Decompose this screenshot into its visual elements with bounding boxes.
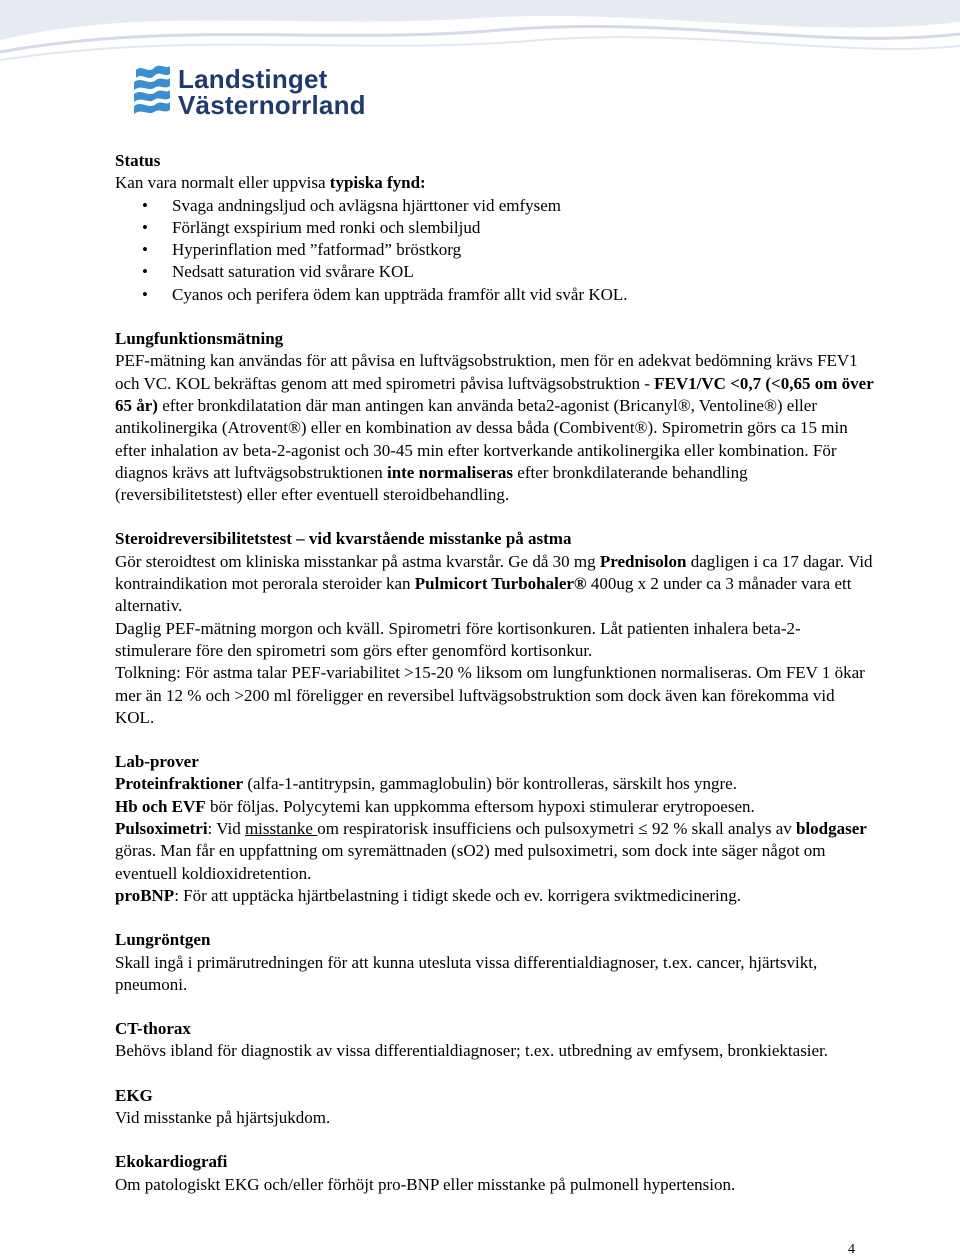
bold-run: Proteinfraktioner [115,774,244,794]
text-run: efter bronkdilatation där man antingen kan använda beta2-agonist (Bricanyl®, Ventoline®) eller antikolinergika (Atrovent®) eller en kombination av dessa båda (Combivent®). Spirometrin görs ca 15 min efter inhalation av beta-2-agonist och 30-45 min efter kortverkande antikolinergika eller kombination. För diagnos krävs att luftvägsobstruktionen [115,395,848,482]
text-run: efter bronkdilaterande behandling (reversibilitetstest) eller efter eventuell steroidbehandling. [115,462,748,505]
text-run: PEF-mätning kan användas för att påvisa en luftvägsobstruktion, men för en adekvat bedömning krävs FEV1 och VC. KOL bekräftas genom att med spirometri påvisa luftvägsobstruktion - [115,351,858,393]
section-ct [115,1018,875,1063]
section-title: CT-thorax [115,1019,191,1039]
section-lungfunktion [115,328,875,506]
list-item: • Förlängt exspirium med ronki och slembiljud [115,217,875,239]
steroid-paragraph-2: Daglig PEF-mätning morgon och kväll. Spirometri före kortisonkuren. Låt patienten inhalera beta-2-stimulerare före den spirometri som görs efter genomförd kortisonkur. [115,618,801,660]
lab-paragraph-3 [115,818,875,885]
text-run: : Vid [207,819,245,839]
page-number: 4 [848,1242,855,1257]
section-title: Lungröntgen [115,930,211,950]
list-item: • Cyanos och perifera ödem kan uppträda framför allt vid svår KOL. [115,284,875,306]
bold-run: inte normaliseras [386,462,514,482]
lab-paragraph-1 [115,773,875,795]
bold-run: Pulsoximetri [115,819,208,839]
logo-line-2: Västernorrland [178,90,366,120]
section-rontgen [115,929,875,996]
logo-wave-icon [132,62,172,120]
text-run: : För att upptäcka hjärtbelastning i tidigt skede och ev. korrigera sviktmedicinering. [174,885,742,905]
section-eko [115,1151,875,1196]
section-title: Lungfunktionsmätning [115,329,284,349]
lab-paragraph-2 [115,796,875,818]
status-intro-text: Kan vara normalt eller uppvisa [115,173,330,193]
section-title: Lab-prover [115,752,199,772]
lungfunktion-paragraph [115,350,875,506]
text-run: göras. Man får en uppfattning om syremättnaden (sO2) med pulsoximetri, som dock inte säger något om eventuell koldioxidretention. [115,841,826,883]
finding-list [115,195,875,306]
bold-run: Hb och EVF [115,796,206,816]
ct-paragraph: Behövs ibland för diagnostik av vissa differentialdiagnoser; t.ex. utbredning av emfysem, bronkiektasier. [115,1041,829,1061]
document-body [115,150,875,1196]
section-title: Steroidreversibilitetstest – vid kvarstående misstanke på astma [115,529,572,549]
ekg-paragraph: Vid misstanke på hjärtsjukdom. [115,1107,331,1127]
list-item: • Svaga andningsljud och avlägsna hjärttoner vid emfysem [115,195,875,217]
bold-run: proBNP [115,885,175,905]
list-item: • Hyperinflation med ”fatformad” bröstkorg [115,239,875,261]
steroid-paragraph-1 [115,551,875,618]
text-run: Gör steroidtest om kliniska misstankar på astma kvarstår. Ge då 30 mg [115,551,600,571]
steroid-paragraph-3: Tolkning: För astma talar PEF-variabilitet >15-20 % liksom om lungfunktionen normaliseras. Om FEV 1 ökar mer än 12 % och >200 ml föreligger en reversibel luftvägsobstruktion som dock även kan förekomma vid KOL. [115,663,865,727]
lab-paragraph-4 [115,885,875,907]
bold-run: Pulmicort Turbohaler® [414,574,587,594]
bold-run: FEV1/VC <0,7 (<0,65 om över 65 år) [115,373,874,415]
section-title: Status [115,151,161,170]
logo-wordmark [178,66,366,118]
text-run: dagligen i ca 17 dagar. Vid kontraindikation mot perorala steroider kan [115,551,873,594]
text-run: (alfa-1-antitrypsin, gammaglobulin) bör kontrolleras, särskilt hos yngre. [243,774,737,794]
section-lab [115,751,875,907]
bold-run: Prednisolon [599,551,687,571]
section-ekg [115,1085,875,1130]
section-status [115,150,875,306]
text-run: bör följas. Polycytemi kan uppkomma eftersom hypoxi stimulerar erytropoesen. [205,796,755,816]
section-steroid [115,528,875,729]
section-title: EKG [115,1085,153,1105]
status-intro-bold: typiska fynd: [329,173,426,193]
text-run: 400ug x 2 under ca 3 månader vara ett alternativ. [115,574,852,616]
bold-run: blodgaser [796,819,867,839]
eko-paragraph: Om patologiskt EKG och/eller förhöjt pro-BNP eller misstanke på pulmonell hypertension. [115,1174,736,1194]
underlined-run: misstanke [244,819,318,839]
status-intro [115,172,875,194]
text-run: om respiratorisk insufficiens och pulsoxymetri ≤ 92 % skall analys av [317,819,796,839]
rontgen-paragraph: Skall ingå i primärutredningen för att kunna utesluta vissa differentialdiagnoser, t.ex. cancer, hjärtsvikt, pneumoni. [115,952,818,994]
organization-logo [132,62,366,124]
section-title: Ekokardiografi [115,1152,228,1172]
list-item: • Nedsatt saturation vid svårare KOL [115,261,875,283]
logo-line-1: Landstinget [178,64,328,94]
